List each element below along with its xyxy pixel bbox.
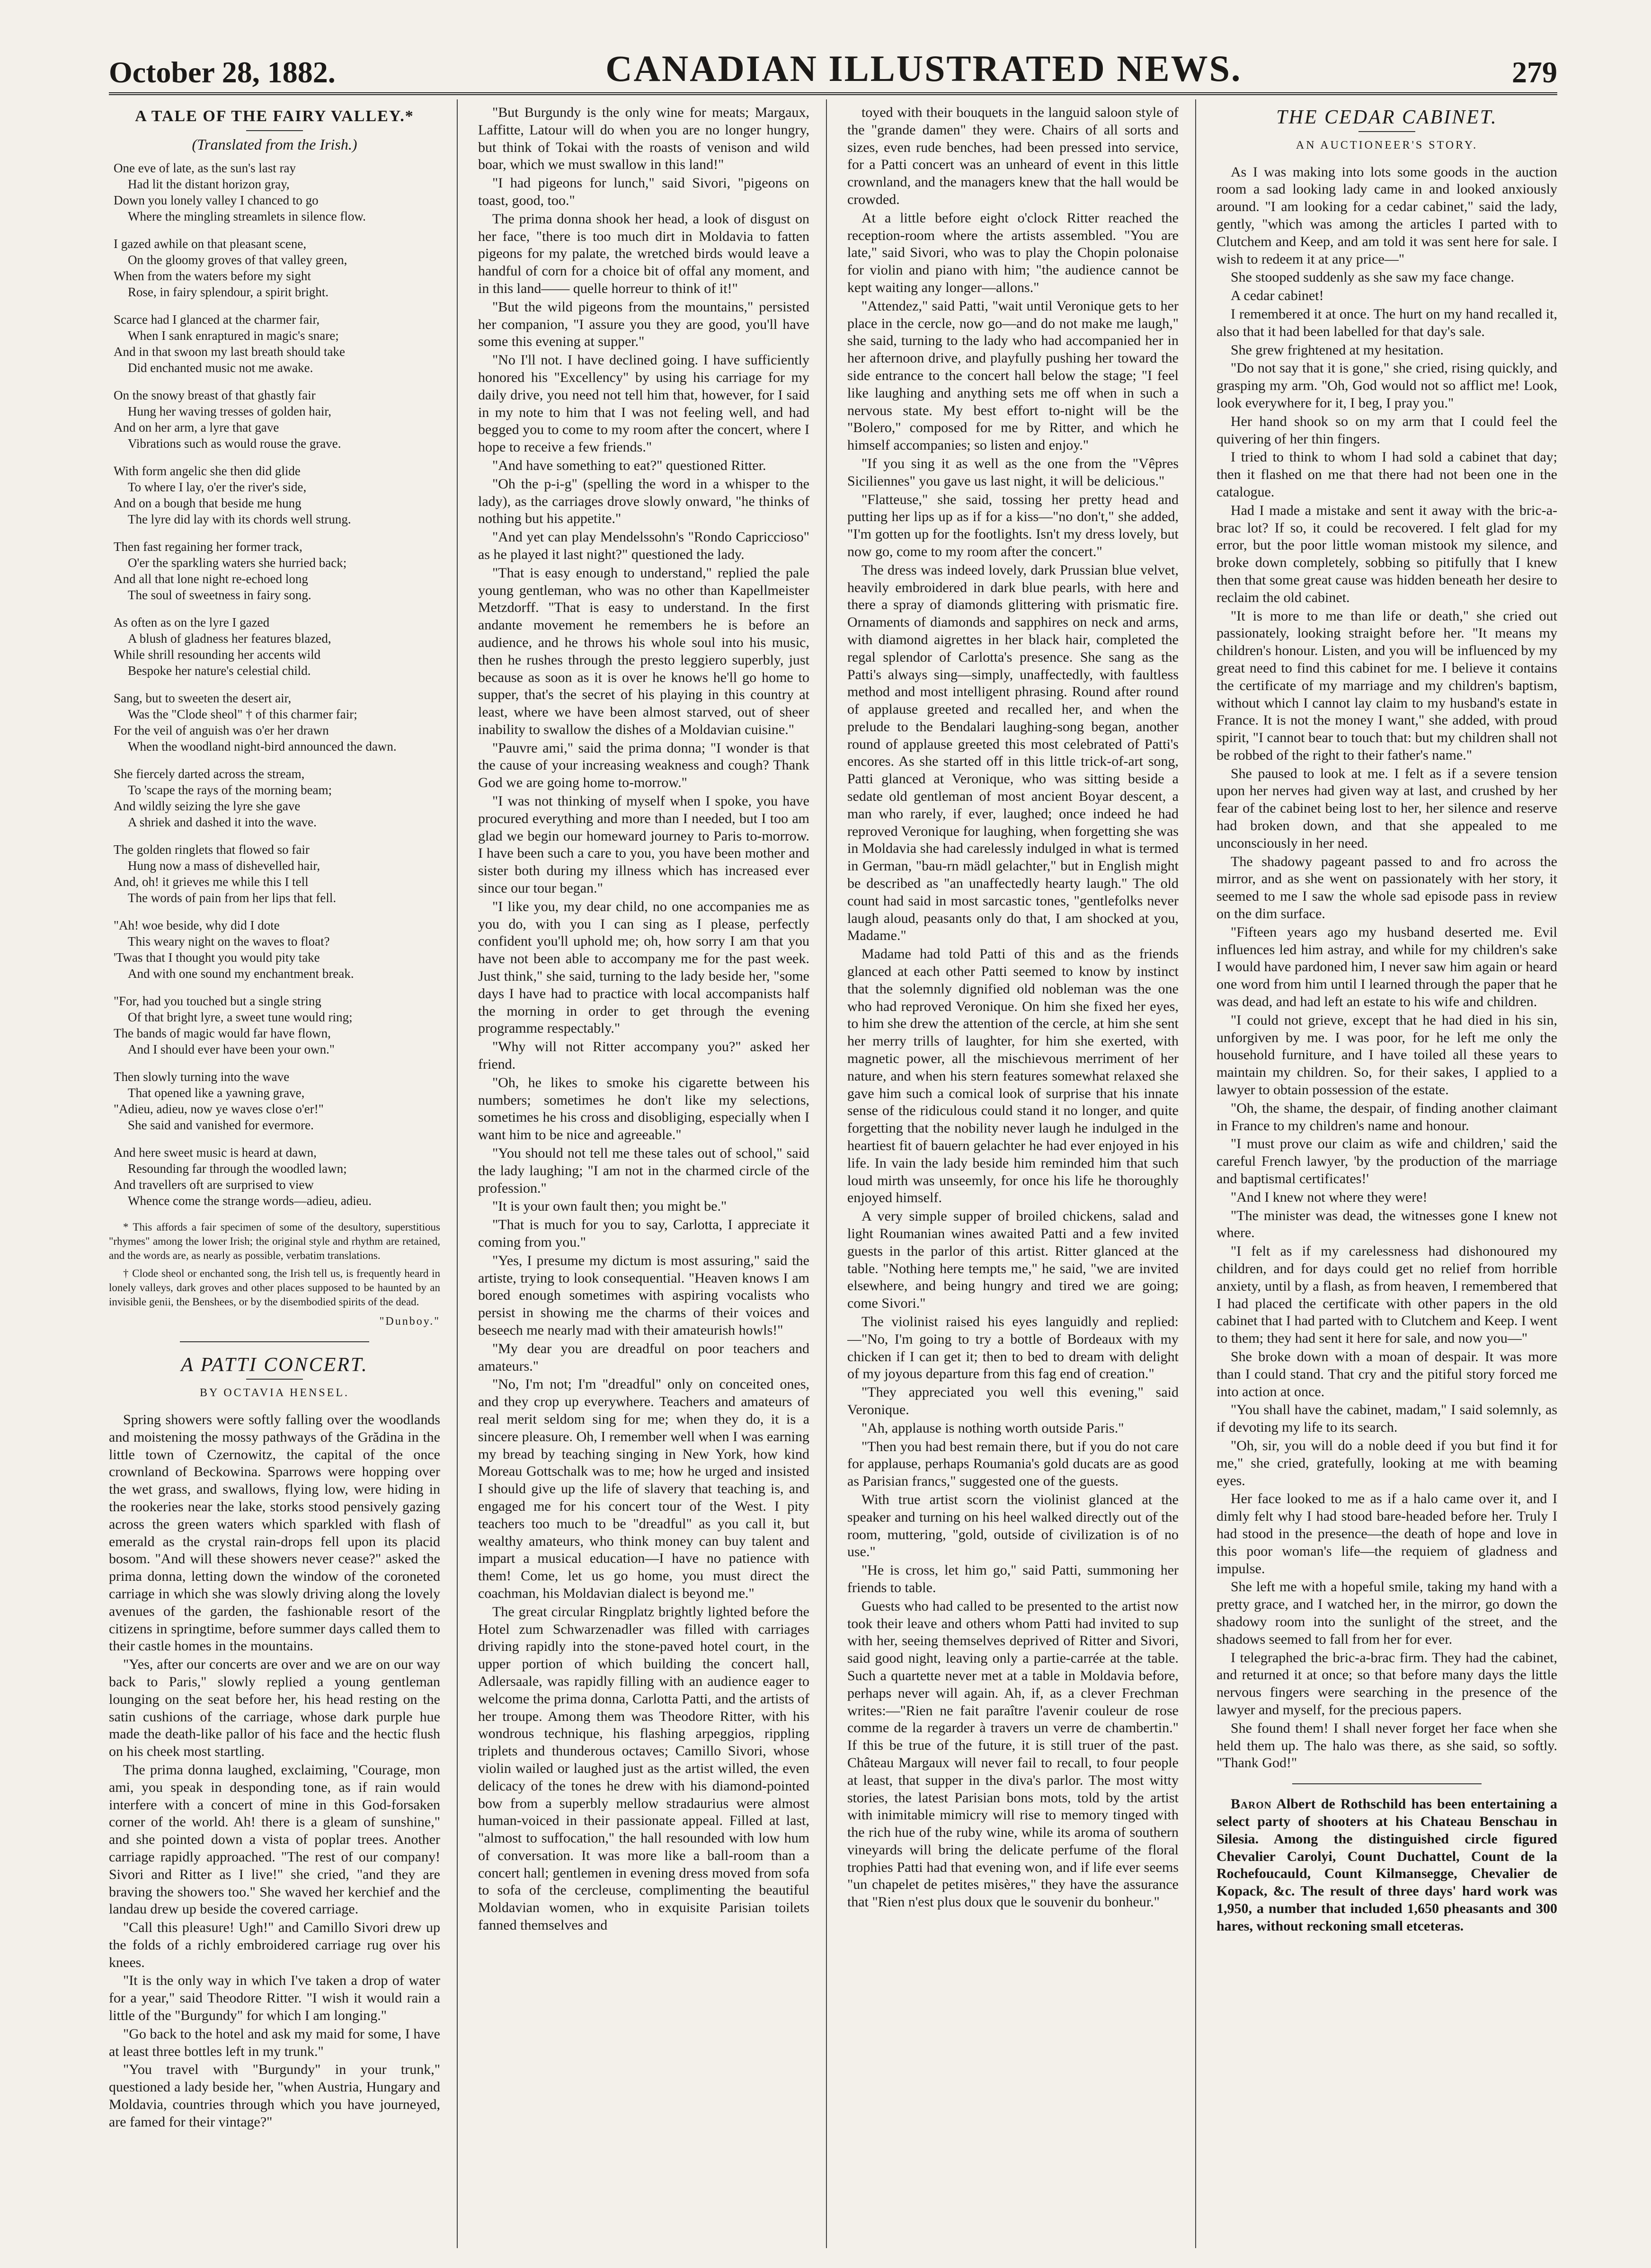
paragraph: She left me with a hopeful smile, taking my hand with a pretty grace, and I watched her, in the mirror, go down the shadowy room into the sunlight of the street, and the shadows seemed to fall from her for ever. bbox=[1216, 1579, 1557, 1647]
paragraph: "Fifteen years ago my husband deserted me. Evil influences led him astray, and while for my children's sake I would have pardoned him, I never saw him again or heard one word from him until I learned through the paper that he was dead, and had left an estate to his wife and children. bbox=[1216, 924, 1557, 1010]
poem-subtitle: (Translated from the Irish.) bbox=[192, 135, 357, 153]
poem-signature: "Dunboy." bbox=[379, 1315, 440, 1328]
poem-line: She fiercely darted across the stream, bbox=[114, 766, 305, 781]
poem-line: The soul of sweetness in fairy song. bbox=[128, 587, 311, 602]
paragraph: "I like you, my dear child, no one accompanies me as you do, with you I can sing as I please, perfectly confident you'll uphold me; oh, how sorry I am that you have not been able to accompany me for the past week. Just think," she said, turning to the lady beside her, "some days I have had to practice with local accompanists half the morning in order to get through the evening programme respectably." bbox=[478, 898, 809, 1037]
paragraph: With true artist scorn the violinist glanced at the speaker and turning on his heel walked directly out of the room, muttering, "gold, outside of civilization is of no use." bbox=[847, 1491, 1179, 1560]
article-text-col2 bbox=[478, 104, 809, 1934]
paragraph: "It is your own fault then; you might be." bbox=[492, 1198, 727, 1214]
poem-line: Whence come the strange words—adieu, adieu. bbox=[128, 1193, 372, 1208]
paragraph: As I was making into lots some goods in the auction room a sad looking lady came in and looked anxiously around. "I am looking for a cedar cabinet," said the lady, gently, "which was among the articles I parted with to Clutchem and Keep, and am told it was sent here for sale. I wish to redeem it at any price—" bbox=[1216, 164, 1557, 267]
paragraph: "And have something to eat?" questioned Ritter. bbox=[492, 457, 766, 473]
poem-line: And travellers oft are surprised to view bbox=[114, 1177, 314, 1192]
poem-line: "Adieu, adieu, now ye waves close o'er!" bbox=[114, 1101, 324, 1116]
title-rule bbox=[246, 1379, 303, 1380]
poem-line: Did enchanted music not me awake. bbox=[128, 360, 313, 375]
cabinet-title: THE CEDAR CABINET. bbox=[1276, 106, 1498, 128]
paragraph: Had I made a mistake and sent it away with the bric-a-brac lot? If so, it could be recovered. I felt glad for my error, but the poor little woman mistook my silence, and broke down completely, sobbing so pitifully that I knew then that some great cause was hidden beneath her desire to reclaim the old cabinet. bbox=[1216, 502, 1557, 605]
poem-line: "Ah! woe beside, why did I dote bbox=[114, 918, 280, 932]
paragraph: She found them! I shall never forget her face when she held them up. The halo was there, as she said, so softly. "Thank God!" bbox=[1216, 1720, 1557, 1771]
column-2 bbox=[478, 104, 809, 2243]
poem-line: While shrill resounding her accents wild bbox=[114, 647, 321, 662]
poem-line: Then slowly turning into the wave bbox=[114, 1069, 290, 1084]
paragraph: "No I'll not. I have declined going. I have sufficiently honored his "Excellency" by using his carriage for my daily drive, you need not tell him that, however, for I said in my note to him that I was not feeling well, and had begged you to come to my room after the concert, where I hope to receive a few friends." bbox=[478, 352, 809, 455]
poem-line: The bands of magic would far have flown, bbox=[114, 1026, 331, 1040]
poem-line: As often as on the lyre I gazed bbox=[114, 615, 270, 629]
poem-line: On the gloomy groves of that valley green, bbox=[128, 252, 347, 267]
poem-line: And, oh! it grieves me while this I tell bbox=[114, 874, 309, 889]
paragraph: "But the wild pigeons from the mountains," persisted her companion, "I assure you they are good, you'll have some this evening at supper." bbox=[478, 299, 809, 350]
paragraph: She grew frightened at my hesitation. bbox=[1231, 342, 1444, 358]
column-4 bbox=[1216, 104, 1557, 2243]
paragraph: Guests who had called to be presented to the artist now took their leave and others whom Patti had invited to sup with her, seeing themselves deprived of Ritter and Sivori, said good night, leaving only a partie-carrée at the table. Such a quartette never met at a table in Moldavia before, perhaps never will again. Ah, if, as a clever Frechman writes:—"Rien ne fait paraître l'avenir couleur de rose comme de la regarder à travers un verre de chambertin." If this be true of the future, it is still truer of the past. Château Margaux will never fail to recall, to four people at least, that supper in the diva's parlor. The most witty stories, the latest Parisian bons mots, told by the artist with inimitable mimicry will rise to memory tinged with the rich hue of the ruby wine, while its aroma of southern vineyards will bring the delicate perfume of the floral trophies Patti had that evening won, and if life ever seems "un chapelet de petites misères," they have the assurance that "Rien n'est plus doux que le souvenir du bonheur." bbox=[847, 1598, 1179, 1910]
paragraph: "Oh, he likes to smoke his cigarette between his numbers; sometimes he don't like my selections, sometimes he his cross and disobliging, especially when I want him to be nice and agreeable." bbox=[478, 1074, 809, 1143]
poem-line: Where the mingling streamlets in silence flow. bbox=[128, 209, 366, 223]
paragraph: "It is the only way in which I've taken a drop of water for a year," said Theodore Ritter. "I wish it would rain a little of the "Burgundy" for which I am longing." bbox=[109, 1973, 440, 2024]
poem-line: Resounding far through the woodled lawn; bbox=[128, 1161, 347, 1176]
poem-stanza bbox=[114, 993, 440, 1057]
paragraph: * This affords a fair specimen of some of the desultory, superstitious "rhymes" among the lower Irish; the original style and rhythm are retained, and the words are, as nearly as possible, verbatim translations. bbox=[109, 1221, 440, 1261]
paragraph: She stooped suddenly as she saw my face change. bbox=[1231, 269, 1515, 285]
paragraph: "I must prove our claim as wife and children,' said the careful French lawyer, 'by the production of the marriage and baptismal certificates!' bbox=[1216, 1136, 1557, 1187]
poem-line: The lyre did lay with its chords well strung. bbox=[128, 512, 351, 526]
paragraph: toyed with their bouquets in the languid saloon style of the "grande damen" they were. Chairs of all sorts and sizes, even rude benches, had been pressed into service, for a Patti concert was an unheard of event in this little crownland, and the managers knew that the hall would be crowded. bbox=[847, 105, 1179, 207]
paragraph: "Oh, the shame, the despair, of finding another claimant in France to my children's name and honour. bbox=[1216, 1100, 1557, 1134]
poem-line: Sang, but to sweeten the desert air, bbox=[114, 691, 292, 705]
section-rule bbox=[1292, 1783, 1482, 1784]
poem-stanza bbox=[114, 1144, 440, 1209]
poem-line: A shriek and dashed it into the wave. bbox=[128, 815, 317, 829]
paragraph: "Pauvre ami," said the prima donna; "I wonder is that the cause of your increasing weakness and cough? Thank God we are going home to-morrow." bbox=[478, 740, 809, 791]
page-number: 279 bbox=[1512, 55, 1557, 89]
paragraph: "That is much for you to say, Carlotta, I appreciate it coming from you." bbox=[478, 1217, 809, 1250]
paragraph: I telegraphed the bric-a-brac firm. They had the cabinet, and returned it at once; so that before many days the little nervous fingers were searching in the presence of the lawyer and myself, for the precious papers. bbox=[1216, 1649, 1557, 1718]
paragraph: The shadowy pageant passed to and fro across the mirror, and as she went on passionately with her story, it seemed to me I saw the whole sad episode pass in review on the dim surface. bbox=[1216, 853, 1557, 922]
paragraph: "Call this pleasure! Ugh!" and Camillo Sivori drew up the folds of a richly embroidered carriage rug over his knees. bbox=[109, 1920, 440, 1970]
poem-line: And wildly seizing the lyre she gave bbox=[114, 798, 301, 813]
column-divider bbox=[826, 99, 827, 2248]
poem-stanza bbox=[114, 766, 440, 830]
paragraph: "My dear you are dreadful on poor teachers and amateurs." bbox=[478, 1340, 809, 1374]
notice-lead: Baron bbox=[1231, 1796, 1272, 1812]
poem-line: A blush of gladness her features blazed, bbox=[128, 631, 331, 646]
paragraph: "If you sing it as well as the one from the "Vêpres Siciliennes" you gave us last night, it will be delicious." bbox=[847, 455, 1179, 489]
issue-date: October 28, 1882. bbox=[109, 55, 336, 89]
column-3 bbox=[847, 104, 1179, 2243]
poem-line: 'Twas that I thought you would pity take bbox=[114, 950, 320, 965]
masthead-rule bbox=[109, 92, 1557, 95]
poem-line: Hung her waving tresses of golden hair, bbox=[128, 404, 332, 418]
paragraph: The prima donna laughed, exclaiming, "Courage, mon ami, you speak in desponding tone, as if rain would interfere with a concert of mine in this God-forsaken corner of the world. Ah! there is a gleam of sunshine," and she pointed down a vista of poplar trees. Another carriage rapidly approached. "The rest of our company! Sivori and Ritter as I live!" she cried, "and they are braving the showers too." She waved her kerchief and the landau drew up beside the covered carriage. bbox=[109, 1762, 440, 1917]
poem-stanza bbox=[114, 842, 440, 906]
paragraph: "That is easy enough to understand," replied the pale young gentleman, who was no other than Kapellmeister Metzdorff. "That is easy to understand. In the first andante movement he remembers he is before an audience, and he throws his whole soul into his music, then he rushes through the presto leggiero superbly, just because as soon as it is over he knows he'll go home to supper, that's the secret of his playing in this country at least, where we have been almost starved, out of sheer inability to swallow the dishes of a Moldavian cuisine." bbox=[478, 565, 809, 737]
poem-stanza bbox=[114, 614, 440, 679]
poem-stanza bbox=[114, 236, 440, 300]
poem-line: And on her arm, a lyre that gave bbox=[114, 420, 279, 434]
poem-line: Rose, in fairy splendour, a spirit bright. bbox=[128, 284, 329, 299]
paragraph: "Yes, I presume my dictum is most assuring," said the artiste, trying to look consequential. "Heaven knows I am bored enough sometimes with aspiring vocalists who persist in showing me the charms of their voices and beseech me nearly mad with their amateurish howls!" bbox=[478, 1252, 809, 1338]
paragraph: I tried to think to whom I had sold a cabinet that day; then it flashed on me that there had not been one in the catalogue. bbox=[1216, 449, 1557, 500]
poem-body bbox=[109, 160, 440, 1209]
paragraph: "Go back to the hotel and ask my maid for some, I have at least three bottles left in my trunk." bbox=[109, 2026, 440, 2059]
paragraph: She broke down with a moan of despair. It was more than I could stand. That cry and the pitiful story forced me into action at once. bbox=[1216, 1348, 1557, 1400]
paragraph: "Why will not Ritter accompany you?" asked her friend. bbox=[478, 1039, 809, 1072]
cabinet-story bbox=[1216, 164, 1557, 1772]
paragraph: The great circular Ringplatz brightly lighted before the Hotel zum Schwarzenadler was filled with carriages driving rapidly into the stone-paved hotel court, in the upper portion of which building the concert hall, Adlersaale, was rapidly filling with an audience eager to welcome the prima donna, Carlotta Patti, and the artists of her troupe. Among them was Theodore Ritter, with his wondrous technique, his flashing arpeggios, rippling triplets and thunderous octaves; Camillo Sivori, whose violin wailed or laughed just as the artist willed, the even delicacy of the tones he drew with his diamond-pointed bow from a superbly mellow stradaurius were almost human-voiced in their passionate appeal. Filled at last, "almost to suffocation," the hall resounded with low hum of conversation. It was more like a ball-room than a concert hall; gentlemen in evening dress moved from sofa to sofa of the cercleuse, complimenting the beautiful Moldavian women, who in exquisite Parisian toilets fanned themselves and bbox=[478, 1604, 809, 1933]
paragraph: "Oh the p-i-g" (spelling the word in a whisper to the lady), as the carriages drove slowly onward, "he thinks of nothing but his appetite." bbox=[478, 476, 809, 527]
poem-line: "For, had you touched but a single string bbox=[114, 993, 321, 1008]
column-divider bbox=[457, 99, 458, 2248]
poem-line: And in that swoon my last breath should take bbox=[114, 344, 345, 359]
paragraph: "Oh, sir, you will do a noble deed if you but find it for me," she cried, gratefully, looking at me with beaming eyes. bbox=[1216, 1437, 1557, 1488]
paragraph: "Do not say that it is gone," she cried, rising quickly, and grasping my arm. "Oh, God would not so afflict me! Look, look everywhere for it, I beg, I pray you." bbox=[1216, 360, 1557, 411]
poem-line: The words of pain from her lips that fell. bbox=[128, 890, 337, 905]
article-title: A PATTI CONCERT. bbox=[181, 1354, 368, 1376]
paragraph: A very simple supper of broiled chickens, salad and light Roumanian wines awaited Patti and a few invited guests in the parlor of this artist. Ritter glanced at the table. "Nothing here tempts me," he said, "we are invited elsewhere, and being hungry and tired we are going; come Sivori." bbox=[847, 1208, 1179, 1311]
poem-stanza bbox=[114, 539, 440, 603]
poem-line: Was the "Clode sheol" † of this charmer fair; bbox=[128, 707, 357, 721]
paragraph: "You should not tell me these tales out of school," said the lady laughing; "I am not in the charmed circle of the profession." bbox=[478, 1145, 809, 1196]
paragraph: "And yet can play Mendelssohn's "Rondo Capriccioso" as he played it last night?" questioned the lady. bbox=[478, 529, 809, 562]
poem-line: When the woodland night-bird announced the dawn. bbox=[128, 739, 397, 753]
poem-line: That opened like a yawning grave, bbox=[128, 1085, 305, 1100]
poem-stanza bbox=[114, 917, 440, 982]
poem-line: To where I lay, o'er the river's side, bbox=[128, 479, 307, 494]
poem-line: And on a bough that beside me hung bbox=[114, 496, 302, 510]
paragraph: "Ah, applause is nothing worth outside Paris." bbox=[861, 1420, 1124, 1436]
poem-line: On the snowy breast of that ghastly fair bbox=[114, 388, 316, 402]
poem-line: To 'scape the rays of the morning beam; bbox=[128, 782, 332, 797]
paragraph: "It is more to me than life or death," she cried out passionately, looking straight before her. "It means my children's honour. Listen, and you will be influenced by my great need to find this cabinet for me. I believe it contains the certificate of my marriage and my children's baptism, without which I cannot lay claim to my husband's estate in France. It is not the money I want," she added, with proud spirit, "I cannot bear to touch that: but my children shall not be robbed of the right to their father's name." bbox=[1216, 608, 1557, 763]
poem-stanza bbox=[114, 1069, 440, 1133]
poem-line: Bespoke her nature's celestial child. bbox=[128, 663, 311, 678]
paragraph: The dress was indeed lovely, dark Prussian blue velvet, heavily embroidered in dark blue pearls, with here and there a spray of diamonds glittering with prismatic fire. Ornaments of diamonds and sapphires on neck and arms, with diamond aigrettes in her black hair, completed the regal splendor of Carlotta's presence. She sang as the Patti's always sing—simply, unaffectedly, with faultless method and most intelligent phrasing. Round after round of applause greeted and recalled her, and when the prelude to the Bendalari laughing-song began, another round of applause greeted this most celebrated of Patti's encores. As she started off in this little trick-of-art song, Patti glanced at Veronique, who was sitting beside a sedate old gentleman of most ancient Boyar descent, a man who rarely, if ever, laughed; once indeed he had reproved Veronique for laughing, when forgetting she was in Moldavia she had carelessly indulged in what is termed in German, "bau-rn mädl gelachter," but in English might be described as "an unaffectedly hearty laugh." The old count had said in most sarcastic tones, "gentlefolks never laugh aloud, peasants only do that, I am shocked at you, Madame." bbox=[847, 562, 1179, 944]
title-rule bbox=[246, 130, 303, 131]
paragraph: The prima donna shook her head, a look of disgust on her face, "there is too much dirt in Moldavia to fatten pigeons for my palate, the wretched birds would leave a handful of corn for a choice bit of offal any moment, and in this land—— quelle horreur to think of it!" bbox=[478, 211, 809, 296]
paragraph: "Yes, after our concerts are over and we are on our way back to Paris," slowly replied a young gentleman lounging on the seat before her, his head resting on the satin cushions of the carriage, whose dark purple hue made the death-like pallor of his face and the hectic flush on his cheek most startling. bbox=[109, 1657, 440, 1760]
poem-line: Vibrations such as would rouse the grave. bbox=[128, 436, 341, 451]
masthead bbox=[109, 33, 1557, 90]
poem-line: Then fast regaining her former track, bbox=[114, 539, 302, 554]
paragraph: "The minister was dead, the witnesses gone I knew not where. bbox=[1216, 1207, 1557, 1241]
paragraph: "I was not thinking of myself when I spoke, you have procured everything and more than I needed, but I too am glad we begin our homeward journey to Paris to-morrow. I have been such a care to you, you have been mother and sister both during my illness which has increased ever since our tour began." bbox=[478, 793, 809, 896]
paragraph: Her face looked to me as if a halo came over it, and I dimly felt why I had stood bare-headed before her. Truly I had stood in the presence—the death of hope and love in this poor woman's life—the requiem of gladness and impulse. bbox=[1216, 1491, 1557, 1577]
paragraph: † Clode sheol or enchanted song, the Irish tell us, is frequently heard in lonely valleys, dark groves and other places supposed to be haunted by an invisible genii, the Benshees, or by the disembodied spirits of the dead. bbox=[109, 1267, 440, 1308]
poem-line: When from the waters before my sight bbox=[114, 268, 311, 283]
poem-footnotes bbox=[109, 1220, 440, 1309]
poem-line: This weary night on the waves to float? bbox=[128, 934, 330, 948]
poem-line: The golden ringlets that flowed so fair bbox=[114, 842, 310, 857]
poem-line: Hung now a mass of dishevelled hair, bbox=[128, 858, 320, 873]
poem-line: One eve of late, as the sun's last ray bbox=[114, 160, 296, 175]
paragraph: "Flatteuse," she said, tossing her pretty head and putting her lips up as if for a kiss—"no don't," she added, "I'm gotten up for the footlights. Isn't my dress lovely, but now go, come to my room after the concert." bbox=[847, 491, 1179, 559]
paragraph: "Attendez," said Patti, "wait until Veronique gets to her place in the cercle, now go—and do not make me laugh," she said, turning to the lady who had accompanied her in her afternoon drive, and playfully pushing her toward the side entrance to the concert hall below the stage; "I feel like laughing and anything sets me off when in such a nervous state. My best effort to-night will be the "Bolero," composed for me by Ritter, and which he himself accompanies; so listen and enjoy." bbox=[847, 298, 1179, 453]
poem-stanza bbox=[114, 463, 440, 527]
paragraph: "But Burgundy is the only wine for meats; Margaux, Laffitte, Latour will do when you are no longer hungry, but think of Tokai with the roasts of venison and wild boar, which we must swallow in this land!" bbox=[478, 105, 809, 173]
poem-line: And here sweet music is heard at dawn, bbox=[114, 1145, 317, 1160]
paragraph: "And I knew not where they were! bbox=[1231, 1189, 1428, 1205]
poem-line: And I should ever have been your own." bbox=[128, 1042, 335, 1056]
poem-line: And with one sound my enchantment break. bbox=[128, 966, 354, 981]
column-divider bbox=[1195, 99, 1196, 2248]
poem-line: For the veil of anguish was o'er her drawn bbox=[114, 723, 329, 737]
paragraph: Madame had told Patti of this and as the friends glanced at each other Patti seemed to know by instinct that the solemnly dignified old nobleman was the one who had reproved Veronique. On him she fixed her eyes, to him she drew the attention of the cercle, at him she sent her merry trills of laughter, for him she exerted, with magnetic power, all the mischievous merriment of her nature, and when his stern features somewhat relaxed she gave him such a comical look of surprise that his innate sense of the ridiculous could stand it no longer, and quite forgetting that the nobility never laugh he indulged in the heartiest fit of bauern gelachter he had ever enjoyed in his life. In vain the lady beside him reminded him that such loud mirth was unseemly, for once his life he thoroughly enjoyed himself. bbox=[847, 946, 1179, 1206]
article-text-col3 bbox=[847, 104, 1179, 1911]
paragraph: A cedar cabinet! bbox=[1231, 288, 1324, 304]
paragraph: The violinist raised his eyes languidly and replied:—"No, I'm going to try a bottle of Bordeaux with my chicken if I can get it; then to bed to dream with delight of my joyous departure from this fag end of creation." bbox=[847, 1313, 1179, 1382]
column-1 bbox=[109, 104, 440, 2243]
article-byline: BY OCTAVIA HENSEL. bbox=[199, 1387, 350, 1400]
paragraph: "I could not grieve, except that he had died in his sin, unforgiven by me. I was poor, for he left me only the household furniture, and I have toiled all these years to maintain my children. So, for their sakes, I applied to a lawyer to obtain possession of the estate. bbox=[1216, 1012, 1557, 1098]
paragraph: Her hand shook so on my arm that I could feel the quivering of her thin fingers. bbox=[1216, 413, 1557, 447]
cabinet-subtitle: AN AUCTIONEER'S STORY. bbox=[1296, 139, 1478, 151]
poem-line: When I sank enraptured in magic's snare; bbox=[128, 328, 339, 343]
paragraph: "You shall have the cabinet, madam," I said solemnly, as if devoting my life to its search. bbox=[1216, 1402, 1557, 1435]
notice-text: Albert de Rothschild has been entertaining a select party of shooters at his Chateau Benschau in Silesia. Among the distinguished circle figured Chevalier Carolyi, Count Duchattel, Count de la Rochefoucauld, Count Kilmansegge, Chevalier de Kopack, &c. The result of three days' hard work was 1,950, a number that included 1,650 pheasants and 300 hares, without reckoning small etceteras. bbox=[1216, 1796, 1557, 1934]
poem-stanza bbox=[114, 311, 440, 376]
poem-title: A TALE OF THE FAIRY VALLEY.* bbox=[135, 107, 414, 125]
paragraph: "No, I'm not; I'm "dreadful" only on conceited ones, and they crop up everywhere. Teachers and amateurs of real merit seldom sing for me; when they do, it is a sincere pleasure. Oh, I remember well when I was earning my bread by teaching singing in New York, how kind Moreau Gottschalk was to me; how he urged and insisted I should give up the life of slavery that teaching is, and engaged me for his concert tour of the West. I pity teachers too much to be "dreadful" as you call it, but wealthy amateurs, who think money can buy talent and impart a musical education—I have no patience with them! Come, let us go home, you must direct the coachman, his Moldavian dialect is beyond me." bbox=[478, 1376, 809, 1601]
poem-line: Had lit the distant horizon gray, bbox=[128, 177, 290, 191]
poem-line: Of that bright lyre, a sweet tune would ring; bbox=[128, 1010, 353, 1024]
poem-line: Down you lonely valley I chanced to go bbox=[114, 193, 319, 207]
paragraph: "I had pigeons for lunch," said Sivori, "pigeons on toast, good, too." bbox=[478, 175, 809, 208]
poem-stanza bbox=[114, 160, 440, 224]
paragraph: She paused to look at me. I felt as if a severe tension upon her nerves had given way at last, and crushed by her fear of the cabinet being lost to her, her silence and reserve had broken down, and that she appealed to me unconsciously in her need. bbox=[1216, 765, 1557, 851]
poem-stanza bbox=[114, 387, 440, 452]
poem-line: And all that lone night re-echoed long bbox=[114, 571, 308, 586]
paragraph: "You travel with "Burgundy" in your trunk," questioned a lady beside her, "when Austria, Hungary and Moldavia, countries through which you have journeyed, are famed for their vintage?" bbox=[109, 2062, 440, 2130]
section-rule bbox=[180, 1341, 369, 1342]
title-rule bbox=[1358, 131, 1415, 132]
paragraph: "They appreciated you well this evening," said Veronique. bbox=[847, 1384, 1179, 1418]
paper-title: CANADIAN ILLUSTRATED NEWS. bbox=[605, 48, 1242, 89]
rothschild-notice bbox=[1216, 1796, 1557, 1935]
paragraph: At a little before eight o'clock Ritter reached the reception-room where the artists assembled. "You are late," said Sivori, who was to play the Chopin polonaise for violin and piano with him; "the audience cannot be kept waiting any longer—allons." bbox=[847, 210, 1179, 295]
poem-line: I gazed awhile on that pleasant scene, bbox=[114, 236, 307, 251]
poem-line: O'er the sparkling waters she hurried back; bbox=[128, 555, 347, 570]
poem-line: With form angelic she then did glide bbox=[114, 463, 301, 478]
paragraph: "Then you had best remain there, but if you do not care for applause, perhaps Roumania's gold ducats are as good as Parisian francs," suggested one of the guests. bbox=[847, 1438, 1179, 1489]
paragraph: "He is cross, let him go," said Patti, summoning her friends to table. bbox=[847, 1562, 1179, 1595]
paragraph: I remembered it at once. The hurt on my hand recalled it, also that it had been labelled for that day's sale. bbox=[1216, 306, 1557, 339]
poem-line: She said and vanished for evermore. bbox=[128, 1117, 314, 1132]
poem-line: Scarce had I glanced at the charmer fair, bbox=[114, 312, 320, 327]
poem-stanza bbox=[114, 690, 440, 754]
paragraph: Spring showers were softly falling over the woodlands and moistening the mossy pathways of the Grădina in the little town of Czernowitz, the capital of the once crownland of Beckowina. Sparrows were hopping over the wet grass, and swallows, flying low, were hiding in the rookeries near the lake, storks stood pensively gazing across the green waters which sparkled with flash of emerald as the crystal rain-drops fell upon its placid bosom. "And will these showers never cease?" asked the prima donna, letting down the window of the coroneted carriage in which she was slowly driving along the lovely avenues of the garden, the fashionable resort of the citizens in springtime, before summer days called them to their castle homes in the mountains. bbox=[109, 1411, 440, 1654]
article-text-col1 bbox=[109, 1411, 440, 2131]
paragraph: "I felt as if my carelessness had dishonoured my children, and for days could get no relief from horrible anxiety, until by a flash, as from heaven, I remembered that I had placed the certificate with other papers in the old cabinet that I had parted with to Clutchem and Keep. I went to them; they had sent it here for sale, and now you—" bbox=[1216, 1243, 1557, 1347]
